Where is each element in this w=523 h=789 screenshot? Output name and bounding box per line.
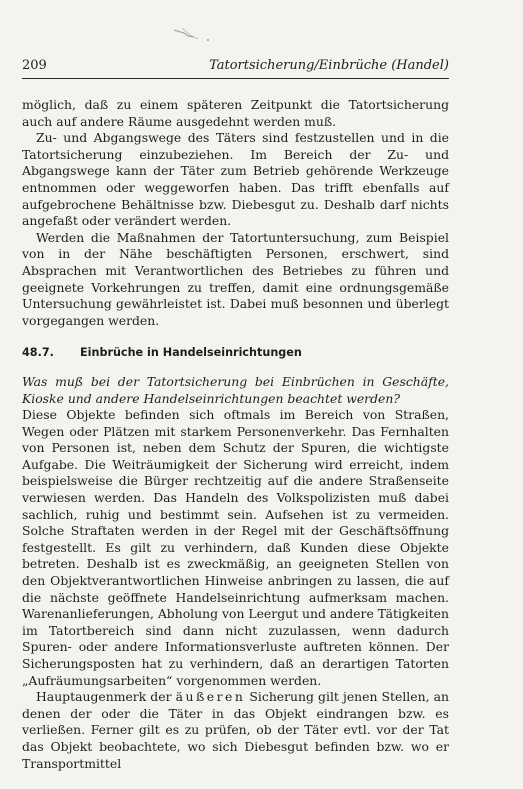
paragraph-answer: Diese Objekte befinden sich oftmals im Bereich von Straßen, Wegen oder Plätzen mit starkem Personenverkehr. Das Fernhalten von Personen ist, neben dem Schutz der Spuren, die wichtigste Aufgabe. Die Weiträumigkeit der Sicherung wird erreicht, indem beispielsweise die Bürger rechtzeitig auf die andere Straßenseite verwiesen werden. Das Handeln des Volkspolizisten muß dabei sachlich, ruhig und bestimmt sein. Aufsehen ist zu vermeiden. Solche Straftaten werden in der Regel mit der Geschäftsöffnung festgestellt. Es gilt zu verhindern, daß Kunden diese Objekte betreten. Deshalb ist es zweckmäßig, an geeigneten Stellen von den Objektverantwortlichen Hinweise anbringen zu lassen, die auf die nächste geöffnete Handelseinrichtung aufmerksam machen. Warenanlieferungen, Abholung von Leergut und andere Tätigkeiten im Tatortbereich sind dann nicht zuzulassen, wenn dadurch Spuren- oder andere Informationsverluste auftreten können. Der Sicherungsposten hat zu verhindern, daß an derartigen Tatorten „Aufräumungsarbeiten“ vorgenommen werden.: [22, 407, 449, 688]
paragraph-continuation: möglich, daß zu einem späteren Zeitpunkt die Tatortsicherung auch auf andere Räume ausgedehnt werden muß.: [22, 97, 449, 129]
paragraph-text-start: Hauptaugenmerk der: [36, 689, 176, 705]
paragraph-text-end: Sicherung gilt jenen Stellen, an denen der oder die Täter in das Objekt eindrangen bzw. es verließen. Ferner gilt es zu prüfen, ob der Täter evtl. vor der Tat das Objekt beobachtete, wo sich Diebesgut befinden bzw. wo er Transportmittel: [22, 689, 449, 771]
section-number: 48.7.: [22, 346, 54, 360]
paragraph-access-routes: Zu- und Abgangswege des Täters sind festzustellen und in die Tatortsicherung einzubeziehen. Im Bereich der Zu- und Abgangswege kann der Täter zum Betrieb gehörende Werkzeuge entnommen oder weggeworfen haben. Das trifft ebenfalls auf aufgebrochene Behältnisse bzw. Diebesgut zu. Deshalb darf nichts angefaßt oder verändert werden.: [22, 130, 449, 229]
page-body: [22, 97, 449, 772]
running-title: Tatortsicherung/Einbrüche (Handel): [209, 58, 449, 73]
scan-smudge-mark: [172, 24, 216, 44]
emphasized-word: äußeren: [175, 689, 246, 705]
section-title: Einbrüche in Handelseinrichtungen: [80, 346, 302, 360]
section-heading: [22, 345, 449, 362]
page-number: 209: [22, 58, 47, 73]
section-question: Was muß bei der Tatortsicherung bei Einbrüchen in Geschäfte, Kioske und andere Handelseinrichtungen beachtet werden?: [22, 373, 449, 406]
paragraph-outer-security: [22, 689, 449, 772]
header-rule: [22, 78, 449, 79]
paragraph-coordination: Werden die Maßnahmen der Tatortuntersuchung, zum Beispiel von in der Nähe beschäftigten Personen, erschwert, sind Absprachen mit Verantwortlichen des Betriebes zu führen und geeignete Vorkehrungen zu treffen, damit eine ordnungsgemäße Untersuchung gewährleistet ist. Dabei muß besonnen und überlegt vorgegangen werden.: [22, 229, 449, 328]
